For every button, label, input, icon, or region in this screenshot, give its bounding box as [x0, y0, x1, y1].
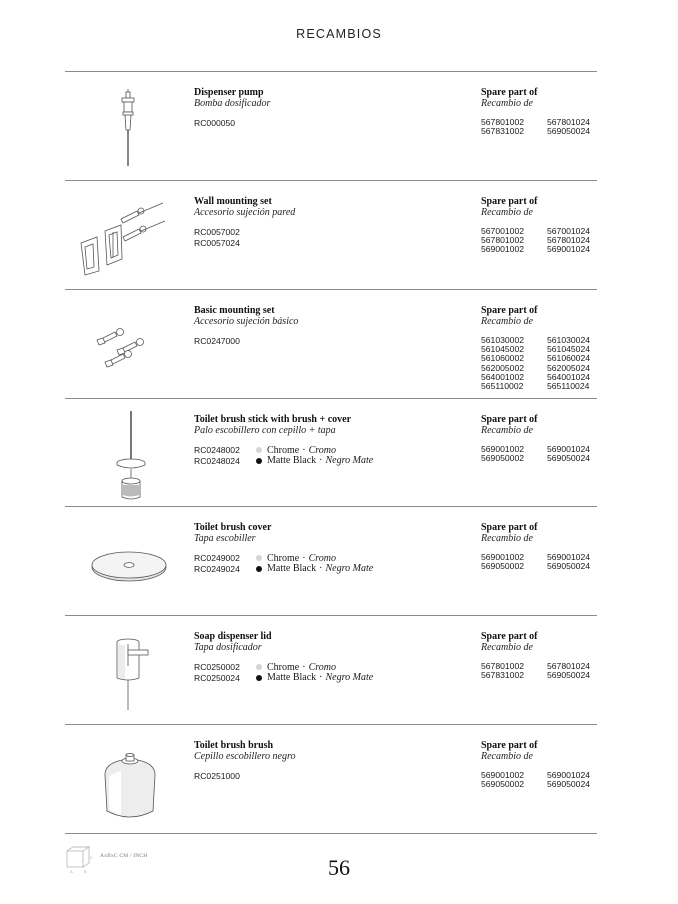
part-code: RC0250002 [194, 662, 240, 673]
svg-text:A: A [70, 869, 73, 874]
finish-en: Matte Black [267, 455, 317, 467]
spare-code: 569050024 [547, 561, 591, 572]
toilet-brush-cover-illustration [75, 513, 180, 609]
page-title: RECAMBIOS [296, 27, 382, 41]
finish-en: Chrome [267, 552, 300, 564]
spare-code: 565110002 [481, 381, 524, 392]
spare-part-block [481, 196, 601, 255]
chrome-swatch-icon [256, 447, 262, 453]
finish-separator: · [302, 661, 306, 673]
spare-code: 569001002 [481, 552, 525, 562]
finish-separator: · [302, 552, 306, 564]
chrome-swatch-icon [256, 555, 262, 561]
part-row [65, 399, 597, 507]
matte-black-swatch-icon [256, 675, 262, 681]
finish-es: Negro Mate [325, 672, 374, 684]
spare-code: 561030024 [547, 335, 591, 345]
part-name-es: Tapa escobiller [194, 533, 256, 544]
spare-code: 569001024 [547, 244, 591, 255]
spare-code: 567801002 [481, 235, 525, 246]
spare-code: 567801002 [481, 661, 525, 671]
finish-en: Chrome [267, 661, 300, 673]
spare-part-block [481, 305, 601, 391]
finish-en: Chrome [267, 444, 300, 456]
finish-es: Cromo [308, 661, 336, 673]
spare-part-label-es: Recambio de [481, 533, 533, 544]
spare-part-label-es: Recambio de [481, 316, 533, 327]
soap-dispenser-lid-illustration [75, 622, 180, 718]
spare-code: 569050002 [481, 779, 525, 790]
spare-code: 569050024 [547, 779, 591, 790]
svg-text:C: C [90, 855, 93, 860]
spare-part-label-en: Spare part of [481, 740, 538, 751]
spare-part-label-en: Spare part of [481, 631, 538, 642]
dispenser-pump-illustration [75, 78, 180, 174]
part-row [65, 72, 597, 180]
part-row [65, 616, 597, 724]
spare-code: 567831002 [481, 126, 525, 137]
spare-code: 569001024 [547, 444, 591, 454]
part-description [194, 87, 474, 129]
spare-code: 569001002 [481, 444, 525, 454]
spare-code: 569001024 [547, 770, 591, 780]
finish-es: Negro Mate [325, 563, 374, 575]
spare-code: 564001024 [547, 371, 591, 382]
matte-black-swatch-icon [256, 566, 262, 572]
row-divider [65, 833, 597, 834]
part-name-en: Toilet brush stick with brush + cover [194, 414, 352, 425]
finish-es: Cromo [308, 444, 336, 456]
part-code: RC000050 [194, 118, 236, 129]
spare-part-label-en: Spare part of [481, 522, 538, 533]
finish-separator: · [319, 455, 323, 467]
spare-code: 569050002 [481, 453, 525, 464]
part-code: RC0248024 [194, 455, 240, 466]
spare-code: 569050024 [547, 126, 591, 137]
part-name-en: Wall mounting set [194, 196, 272, 207]
spare-code: 567801024 [547, 117, 591, 127]
spare-code: 569001002 [481, 770, 525, 780]
spare-part-label-es: Recambio de [481, 98, 533, 109]
spare-part-block [481, 414, 601, 463]
part-name-es: Accesorio sujeción básico [194, 316, 299, 327]
part-row [65, 181, 597, 289]
finish-separator: · [319, 672, 323, 684]
part-code: RC0249002 [194, 553, 240, 564]
finish-es: Negro Mate [325, 455, 374, 467]
spare-part-label-es: Recambio de [481, 207, 533, 218]
part-name-en: Toilet brush cover [194, 522, 272, 533]
spare-code: 567001002 [481, 226, 525, 236]
part-row [65, 290, 597, 398]
part-code: RC0251000 [194, 771, 240, 782]
part-code: RC0247000 [194, 336, 240, 347]
svg-text:B: B [84, 869, 87, 874]
finish-separator: · [319, 563, 323, 575]
part-code: RC0250024 [194, 672, 240, 683]
spare-part-block [481, 740, 601, 789]
part-name-es: Palo escobillero con cepillo + tapa [194, 425, 336, 436]
spare-code: 565110024 [547, 381, 590, 392]
part-code: RC0249024 [194, 563, 240, 574]
finish-en: Matte Black [267, 672, 317, 684]
spare-part-label-en: Spare part of [481, 87, 538, 98]
part-name-es: Cepillo escobillero negro [194, 751, 296, 762]
spare-code: 561045024 [547, 344, 591, 355]
spare-part-block [481, 87, 601, 136]
spare-part-label-en: Spare part of [481, 305, 538, 316]
toilet-brush-stick-illustration [75, 405, 180, 501]
spare-code: 561060002 [481, 353, 525, 364]
part-description [194, 196, 474, 248]
finish-separator: · [302, 444, 306, 456]
part-name-en: Dispenser pump [194, 87, 264, 98]
spare-code: 562005002 [481, 362, 525, 373]
spare-code: 561030002 [481, 335, 525, 345]
part-code: RC0248002 [194, 445, 240, 456]
spare-code: 561060024 [547, 353, 591, 364]
part-description [194, 305, 474, 347]
part-description [194, 631, 474, 683]
spare-code: 567801002 [481, 117, 525, 127]
wall-mounting-set-illustration [75, 187, 180, 283]
spare-code: 567831002 [481, 670, 525, 681]
basic-mounting-set-illustration [75, 296, 180, 392]
finish-en: Matte Black [267, 563, 317, 575]
part-name-es: Bomba dosificador [194, 98, 271, 109]
spare-part-label-en: Spare part of [481, 196, 538, 207]
dimension-label: AxBxC CM / INCH [100, 853, 148, 859]
spare-code: 569050024 [547, 453, 591, 464]
spare-part-label-es: Recambio de [481, 425, 533, 436]
spare-code: 567001024 [547, 226, 591, 236]
part-name-en: Basic mounting set [194, 305, 275, 316]
spare-part-label-es: Recambio de [481, 751, 533, 762]
chrome-swatch-icon [256, 664, 262, 670]
part-name-en: Toilet brush brush [194, 740, 274, 751]
spare-part-block [481, 522, 601, 571]
part-description [194, 414, 474, 466]
spare-code: 569050024 [547, 670, 591, 681]
matte-black-swatch-icon [256, 458, 262, 464]
part-name-en: Soap dispenser lid [194, 631, 272, 642]
toilet-brush-brush-illustration [75, 731, 180, 827]
spare-code: 564001002 [481, 371, 525, 382]
part-description [194, 522, 474, 574]
page-number: 56 [328, 855, 350, 880]
spare-code: 567801024 [547, 235, 591, 246]
spare-code: 567801024 [547, 661, 591, 671]
spare-part-block [481, 631, 601, 680]
spare-code: 562005024 [547, 362, 591, 373]
part-code: RC0057024 [194, 237, 240, 248]
part-name-es: Tapa dosificador [194, 642, 262, 653]
part-row [65, 507, 597, 615]
finish-es: Cromo [308, 552, 336, 564]
part-code: RC0057002 [194, 227, 240, 238]
spare-code: 569050002 [481, 561, 525, 572]
part-row [65, 725, 597, 833]
spare-part-label-es: Recambio de [481, 642, 533, 653]
spare-code: 569001002 [481, 244, 525, 255]
spare-part-label-en: Spare part of [481, 414, 538, 425]
part-name-es: Accesorio sujeción pared [194, 207, 296, 218]
spare-code: 561045002 [481, 344, 525, 355]
part-description [194, 740, 474, 782]
spare-code: 569001024 [547, 552, 591, 562]
